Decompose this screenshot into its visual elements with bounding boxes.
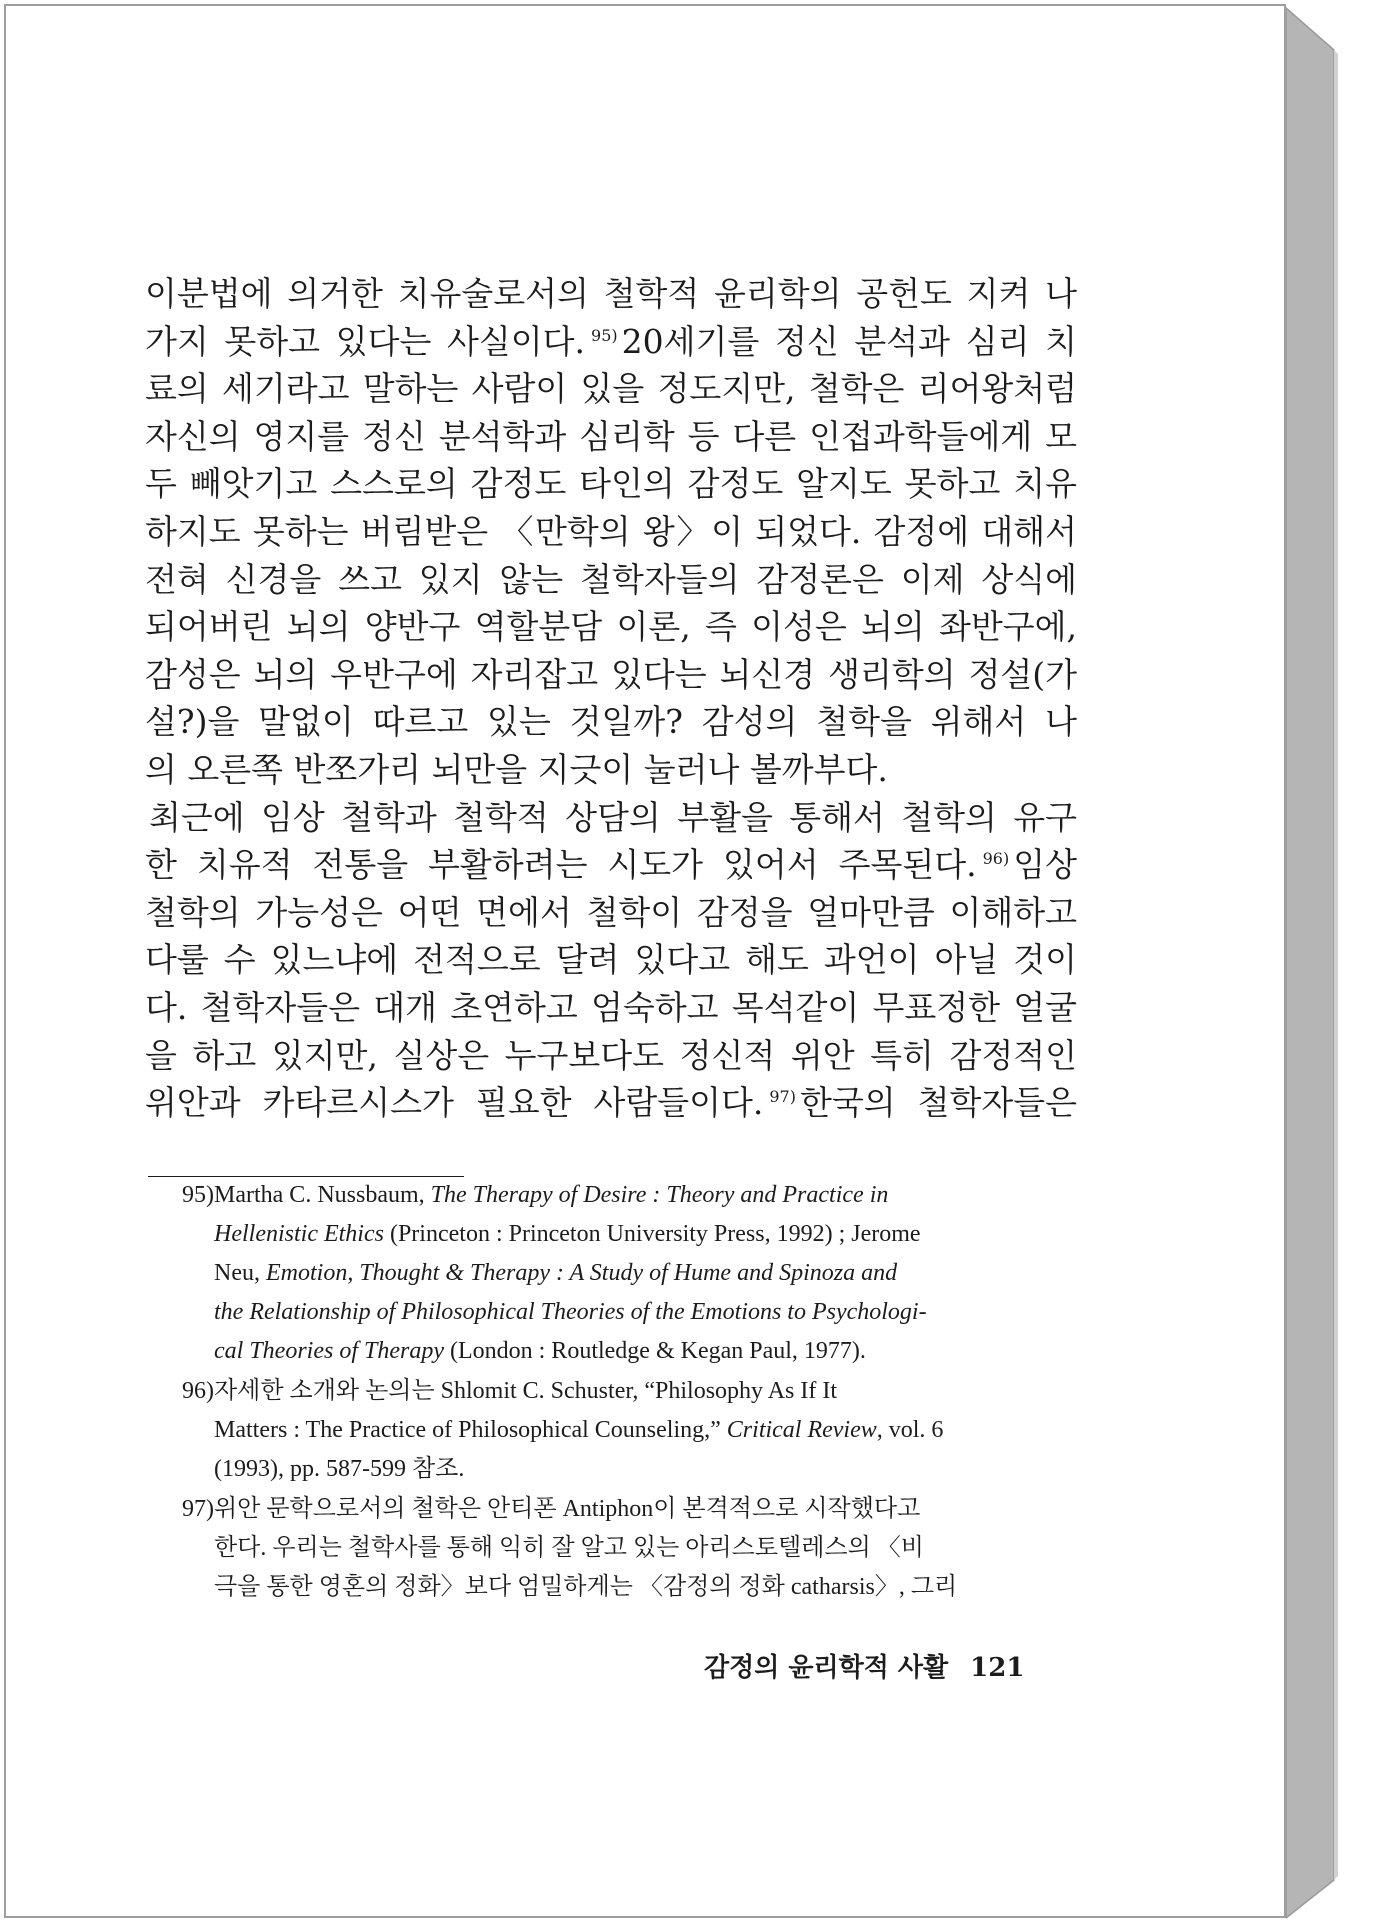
body-line: 자신의 영지를 정신 분석학과 심리학 등 다른 인접과학들에게 모 bbox=[145, 416, 1077, 456]
footnote-title: Emotion, Thought & Therapy : A Study of Hume and Spinoza and bbox=[265, 1260, 898, 1286]
body-line: 을 하고 있지만, 실상은 누구보다도 정신적 위안 특히 감정적인 bbox=[145, 1035, 1077, 1075]
footnote-text: Martha C. Nussbaum, bbox=[214, 1182, 431, 1208]
footnote-text: (1993), pp. 587-599 참조. bbox=[214, 1456, 465, 1482]
body-line: 다룰 수 있느냐에 전적으로 달려 있다고 해도 과언이 아닐 것이 bbox=[145, 940, 1077, 980]
body-line: 감성은 뇌의 우반구에 자리잡고 있다는 뇌신경 생리학의 정설(가 bbox=[145, 654, 1077, 694]
footnote-number: 95) bbox=[182, 1182, 214, 1208]
body-line: 한 치유적 전통을 부활하려는 시도가 있어서 주목된다. $^{96)}$ 임상 bbox=[145, 845, 1077, 885]
footnote-title: The Therapy of Desire : Theory and Practice in bbox=[430, 1182, 889, 1208]
footnote-title: Hellenistic Ethics bbox=[214, 1221, 384, 1247]
body-line: 가지 못하고 있다는 사실이다. $^{95)}$ 20세기를 정신 분석과 심리 치 bbox=[145, 321, 1077, 361]
running-title: 감정의 윤리학적 사활 bbox=[704, 1653, 949, 1683]
body-line: 전혀 신경을 쓰고 있지 않는 철학자들의 감정론은 이제 상식에 bbox=[145, 559, 1077, 599]
page-number: 121 bbox=[970, 1653, 1025, 1683]
footnote-ref-95: 95) bbox=[591, 325, 618, 345]
footnote-text: Neu, bbox=[214, 1260, 266, 1286]
body-line: 하지도 못하는 버림받은 〈만학의 왕〉이 되었다. 감정에 대해서 bbox=[145, 511, 1077, 551]
page-stack-edge bbox=[1286, 0, 1375, 1925]
body-line: 의 오른쪽 반쪼가리 뇌만을 지긋이 눌러나 볼까부다. bbox=[145, 749, 888, 789]
footnote-text: 위안 문학으로서의 철학은 안티폰 Antiphon이 본격적으로 시작했다고 bbox=[214, 1496, 921, 1522]
body-line: 료의 세기라고 말하는 사람이 있을 정도지만, 철학은 리어왕처럼 bbox=[145, 369, 1077, 409]
footnote-text: 자세한 소개와 논의는 Shlomit C. Schuster, “Philosophy As If It bbox=[214, 1378, 838, 1404]
footnote-text: 극을 통한 영혼의 정화〉보다 엄밀하게는 〈감정의 정화 catharsis〉, 그리 bbox=[214, 1574, 958, 1600]
footnote-number: 96) bbox=[182, 1378, 214, 1404]
footnote-text: 한다. 우리는 철학사를 통해 익히 잘 알고 있는 아리스토텔레스의 〈비 bbox=[214, 1535, 924, 1561]
footnote-ref-97: 97) bbox=[769, 1087, 796, 1107]
footnote-title: cal Theories of Therapy bbox=[214, 1338, 444, 1364]
footnote-97 bbox=[182, 1490, 1077, 1607]
footnote-text: (Princeton : Princeton University Press, 1992) ; Jerome bbox=[383, 1221, 921, 1247]
footnote-95 bbox=[182, 1176, 1077, 1371]
body-line: 되어버린 뇌의 양반구 역할분담 이론, 즉 이성은 뇌의 좌반구에, bbox=[145, 607, 1077, 647]
body-line: 설?)을 말없이 따르고 있는 것일까? 감성의 철학을 위해서 나 bbox=[145, 702, 1077, 742]
footnote-text: Matters : The Practice of Philosophical Counseling,” bbox=[214, 1417, 727, 1443]
footnotes bbox=[182, 1176, 1077, 1607]
footnote-text: , vol. 6 bbox=[876, 1417, 944, 1443]
body-text bbox=[145, 270, 1077, 1127]
footnote-ref-96: 96) bbox=[982, 849, 1010, 869]
footnote-title: Critical Review bbox=[726, 1417, 877, 1443]
footnote-number: 97) bbox=[182, 1496, 214, 1522]
body-line: 철학의 가능성은 어떤 면에서 철학이 감정을 얼마만큼 이해하고 bbox=[145, 892, 1077, 932]
body-line: 최근에 임상 철학과 철학적 상담의 부활을 통해서 철학의 유구 bbox=[149, 797, 1077, 837]
body-line: 위안과 카타르시스가 필요한 사람들이다. $^{97)}$ 한국의 철학자들은 bbox=[145, 1083, 1077, 1123]
body-line: 다. 철학자들은 대개 초연하고 엄숙하고 목석같이 무표정한 얼굴 bbox=[145, 987, 1077, 1027]
body-line: 이분법에 의거한 치유술로서의 철학적 윤리학의 공헌도 지켜 나 bbox=[145, 274, 1077, 313]
footnote-title: the Relationship of Philosophical Theories of the Emotions to Psychologi- bbox=[214, 1299, 927, 1325]
body-line: 두 빼앗기고 스스로의 감정도 타인의 감정도 알지도 못하고 치유 bbox=[145, 464, 1077, 504]
footnote-96 bbox=[182, 1372, 1077, 1489]
running-footer bbox=[704, 1650, 1054, 1686]
footnote-text: (London : Routledge & Kegan Paul, 1977). bbox=[443, 1338, 866, 1364]
